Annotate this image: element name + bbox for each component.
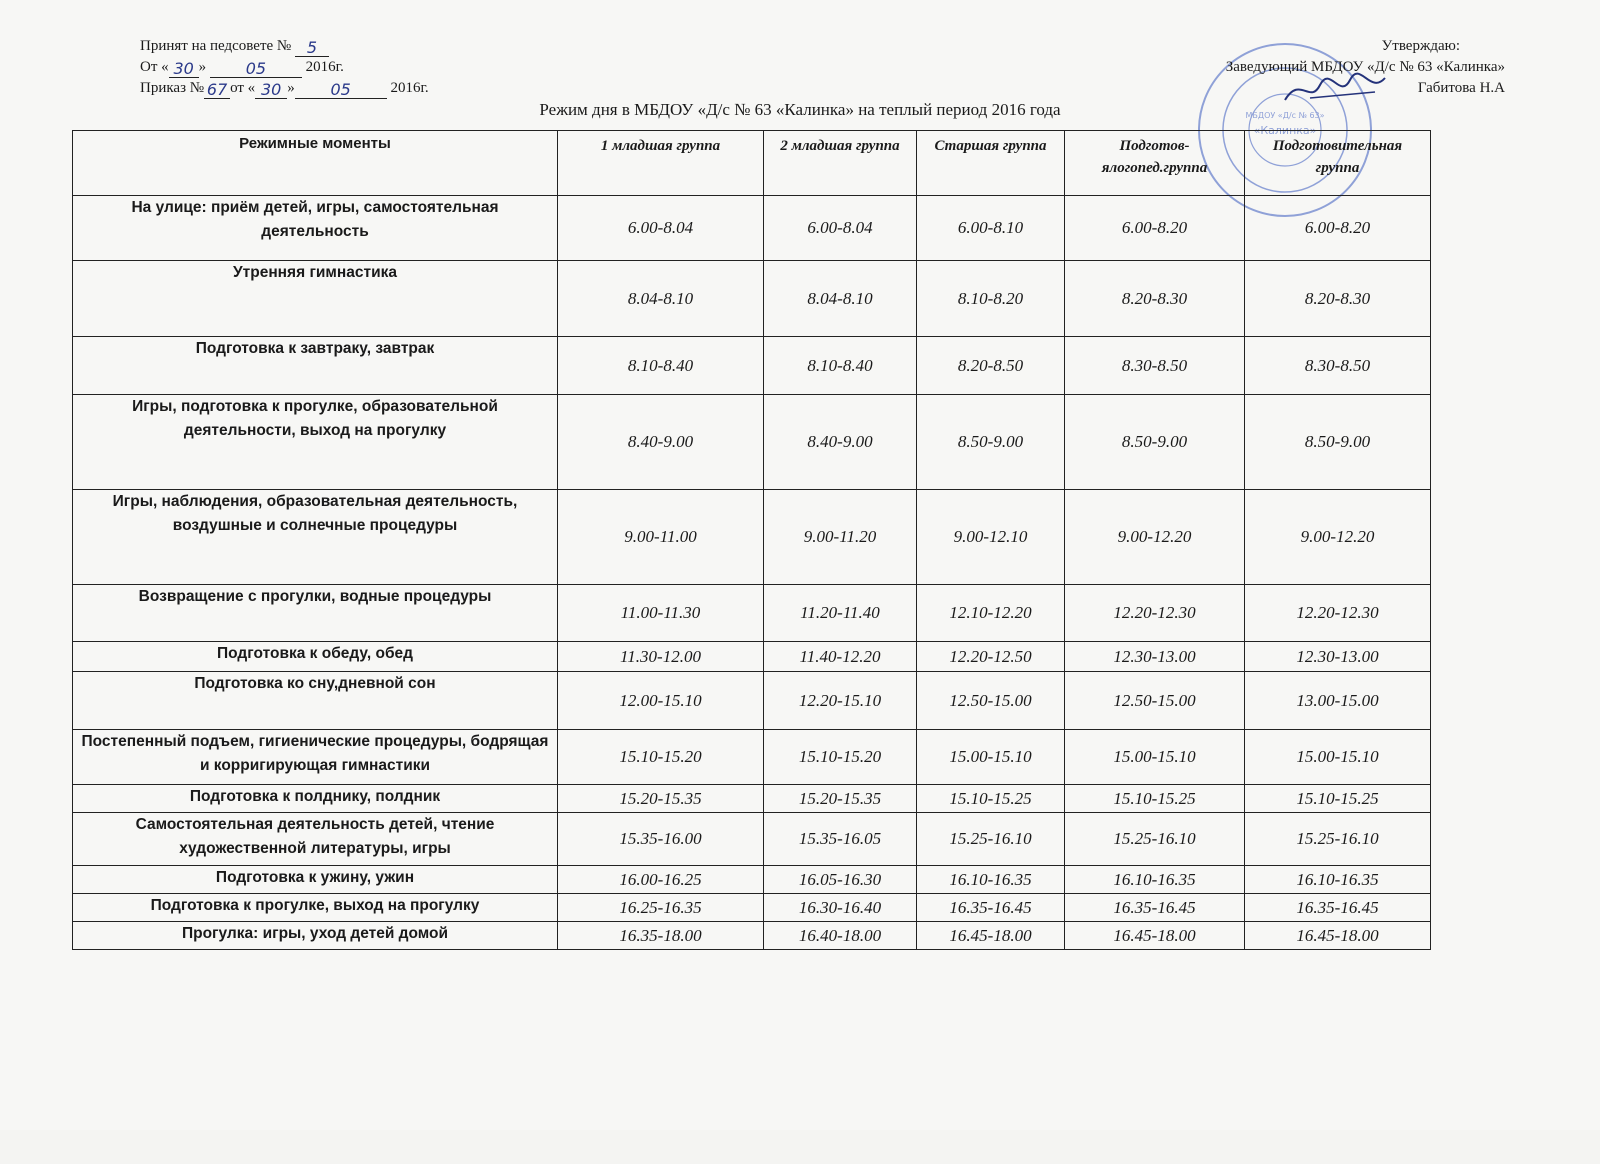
column-header-prep-speech: Подготов-ялогопед.группа <box>1065 131 1245 196</box>
time-cell: 16.45-18.00 <box>917 922 1065 950</box>
time-cell: 15.35-16.05 <box>764 813 917 866</box>
time-cell: 15.25-16.10 <box>1245 813 1431 866</box>
time-cell: 16.00-16.25 <box>558 866 764 894</box>
time-cell: 11.40-12.20 <box>764 642 917 672</box>
time-cell: 6.00-8.10 <box>917 196 1065 261</box>
time-cell: 12.20-15.10 <box>764 672 917 730</box>
time-cell: 8.50-9.00 <box>1245 395 1431 490</box>
time-cell: 11.30-12.00 <box>558 642 764 672</box>
moment-name: Подготовка к ужину, ужин <box>73 866 558 894</box>
time-cell: 8.04-8.10 <box>764 261 917 337</box>
table-row <box>73 922 1431 950</box>
time-cell: 16.35-16.45 <box>917 894 1065 922</box>
council-number: 5 <box>295 39 329 57</box>
accepted-label: Принят на педсовете № <box>140 38 292 54</box>
moment-name: Подготовка к обеду, обед <box>73 642 558 672</box>
time-cell: 12.20-12.30 <box>1065 585 1245 642</box>
table-row <box>73 585 1431 642</box>
time-cell: 12.20-12.30 <box>1245 585 1431 642</box>
time-cell: 16.35-16.45 <box>1065 894 1245 922</box>
table-row <box>73 261 1431 337</box>
time-cell: 15.35-16.00 <box>558 813 764 866</box>
head-name: Габитова Н.А <box>1417 80 1505 96</box>
moment-name: Утренняя гимнастика <box>73 261 558 337</box>
time-cell: 15.00-15.10 <box>917 730 1065 785</box>
council-line <box>140 36 429 57</box>
order-label: Приказ № <box>140 80 205 96</box>
table-row <box>73 894 1431 922</box>
time-cell: 15.00-15.10 <box>1065 730 1245 785</box>
time-cell: 16.25-16.35 <box>558 894 764 922</box>
council-acceptance-block <box>140 36 429 99</box>
time-cell: 12.20-12.50 <box>917 642 1065 672</box>
time-cell: 11.00-11.30 <box>558 585 764 642</box>
order-year: 2016г. <box>390 80 429 96</box>
time-cell: 16.05-16.30 <box>764 866 917 894</box>
time-cell: 8.30-8.50 <box>1065 337 1245 395</box>
table-row <box>73 196 1431 261</box>
moment-name: На улице: приём детей, игры, самостоятельная деятельность <box>73 196 558 261</box>
time-cell: 8.40-9.00 <box>764 395 917 490</box>
column-header-junior2: 2 младшая группа <box>764 131 917 196</box>
table-row <box>73 730 1431 785</box>
column-header-prep: Подготовительная группа <box>1245 131 1431 196</box>
time-cell: 15.25-16.10 <box>1065 813 1245 866</box>
time-cell: 8.20-8.30 <box>1245 261 1431 337</box>
time-cell: 11.20-11.40 <box>764 585 917 642</box>
from-quote-close: » <box>198 59 207 75</box>
time-cell: 12.10-12.20 <box>917 585 1065 642</box>
table-header-row <box>73 131 1431 196</box>
order-from-label: от « <box>230 80 256 96</box>
order-day: 30 <box>255 81 287 99</box>
time-cell: 6.00-8.04 <box>558 196 764 261</box>
time-cell: 8.50-9.00 <box>917 395 1065 490</box>
moment-name: Прогулка: игры, уход детей домой <box>73 922 558 950</box>
time-cell: 8.40-9.00 <box>558 395 764 490</box>
moment-name: Подготовка к завтраку, завтрак <box>73 337 558 395</box>
from-label: От « <box>140 59 169 75</box>
column-header-junior1: 1 младшая группа <box>558 131 764 196</box>
order-month: 05 <box>295 81 387 99</box>
moment-name: Игры, наблюдения, образовательная деятельность, воздушные и солнечные процедуры <box>73 490 558 585</box>
from-day: 30 <box>169 60 199 78</box>
order-line <box>140 78 429 99</box>
time-cell: 15.25-16.10 <box>917 813 1065 866</box>
time-cell: 16.10-16.35 <box>917 866 1065 894</box>
time-cell: 12.00-15.10 <box>558 672 764 730</box>
time-cell: 8.50-9.00 <box>1065 395 1245 490</box>
column-header-moments: Режимные моменты <box>73 131 558 196</box>
time-cell: 16.35-18.00 <box>558 922 764 950</box>
time-cell: 16.45-18.00 <box>1245 922 1431 950</box>
time-cell: 15.10-15.25 <box>1245 785 1431 813</box>
time-cell: 8.10-8.40 <box>764 337 917 395</box>
time-cell: 9.00-12.20 <box>1065 490 1245 585</box>
time-cell: 9.00-12.10 <box>917 490 1065 585</box>
time-cell: 6.00-8.20 <box>1245 196 1431 261</box>
table-row <box>73 642 1431 672</box>
stamp-center-text: «Калинка» <box>1253 124 1317 137</box>
date-line <box>140 57 429 78</box>
time-cell: 15.10-15.20 <box>558 730 764 785</box>
time-cell: 15.10-15.25 <box>917 785 1065 813</box>
time-cell: 16.30-16.40 <box>764 894 917 922</box>
moment-name: Самостоятельная деятельность детей, чтение художественной литературы, игры <box>73 813 558 866</box>
from-year: 2016г. <box>305 59 344 75</box>
time-cell: 12.30-13.00 <box>1065 642 1245 672</box>
schedule-table <box>72 130 1431 950</box>
from-month: 05 <box>210 60 302 78</box>
table-row <box>73 785 1431 813</box>
time-cell: 9.00-11.20 <box>764 490 917 585</box>
time-cell: 9.00-12.20 <box>1245 490 1431 585</box>
time-cell: 8.30-8.50 <box>1245 337 1431 395</box>
time-cell: 6.00-8.04 <box>764 196 917 261</box>
moment-name: Возвращение с прогулки, водные процедуры <box>73 585 558 642</box>
order-quote-close: » <box>287 80 295 96</box>
time-cell: 8.20-8.30 <box>1065 261 1245 337</box>
time-cell: 8.04-8.10 <box>558 261 764 337</box>
time-cell: 16.10-16.35 <box>1065 866 1245 894</box>
time-cell: 12.50-15.00 <box>1065 672 1245 730</box>
time-cell: 16.40-18.00 <box>764 922 917 950</box>
order-number: 67 <box>204 81 230 99</box>
table-row <box>73 395 1431 490</box>
document-title: Режим дня в МБДОУ «Д/с № 63 «Калинка» на теплый период 2016 года <box>539 100 1061 119</box>
time-cell: 13.00-15.00 <box>1245 672 1431 730</box>
head-position: Заведующий МБДОУ «Д/с № 63 «Калинка» <box>1225 59 1505 75</box>
time-cell: 15.10-15.20 <box>764 730 917 785</box>
table-row <box>73 490 1431 585</box>
moment-name: Постепенный подъем, гигиенические процедуры, бодрящая и корригирующая гимнастики <box>73 730 558 785</box>
table-row <box>73 337 1431 395</box>
time-cell: 12.30-13.00 <box>1245 642 1431 672</box>
time-cell: 15.00-15.10 <box>1245 730 1431 785</box>
column-header-senior: Старшая группа <box>917 131 1065 196</box>
table-row <box>73 813 1431 866</box>
time-cell: 6.00-8.20 <box>1065 196 1245 261</box>
time-cell: 16.45-18.00 <box>1065 922 1245 950</box>
time-cell: 8.10-8.20 <box>917 261 1065 337</box>
time-cell: 12.50-15.00 <box>917 672 1065 730</box>
time-cell: 9.00-11.00 <box>558 490 764 585</box>
moment-name: Подготовка ко сну,дневной сон <box>73 672 558 730</box>
moment-name: Игры, подготовка к прогулке, образовательной деятельности, выход на прогулку <box>73 395 558 490</box>
approve-label: Утверждаю: <box>1381 38 1460 54</box>
time-cell: 16.35-16.45 <box>1245 894 1431 922</box>
stamp-ring-text: МБДОУ «Д/с № 63» <box>1245 111 1325 120</box>
time-cell: 15.10-15.25 <box>1065 785 1245 813</box>
time-cell: 8.10-8.40 <box>558 337 764 395</box>
table-row <box>73 866 1431 894</box>
time-cell: 15.20-15.35 <box>558 785 764 813</box>
table-row <box>73 672 1431 730</box>
time-cell: 16.10-16.35 <box>1245 866 1431 894</box>
moment-name: Подготовка к прогулке, выход на прогулку <box>73 894 558 922</box>
time-cell: 15.20-15.35 <box>764 785 917 813</box>
time-cell: 8.20-8.50 <box>917 337 1065 395</box>
moment-name: Подготовка к полднику, полдник <box>73 785 558 813</box>
